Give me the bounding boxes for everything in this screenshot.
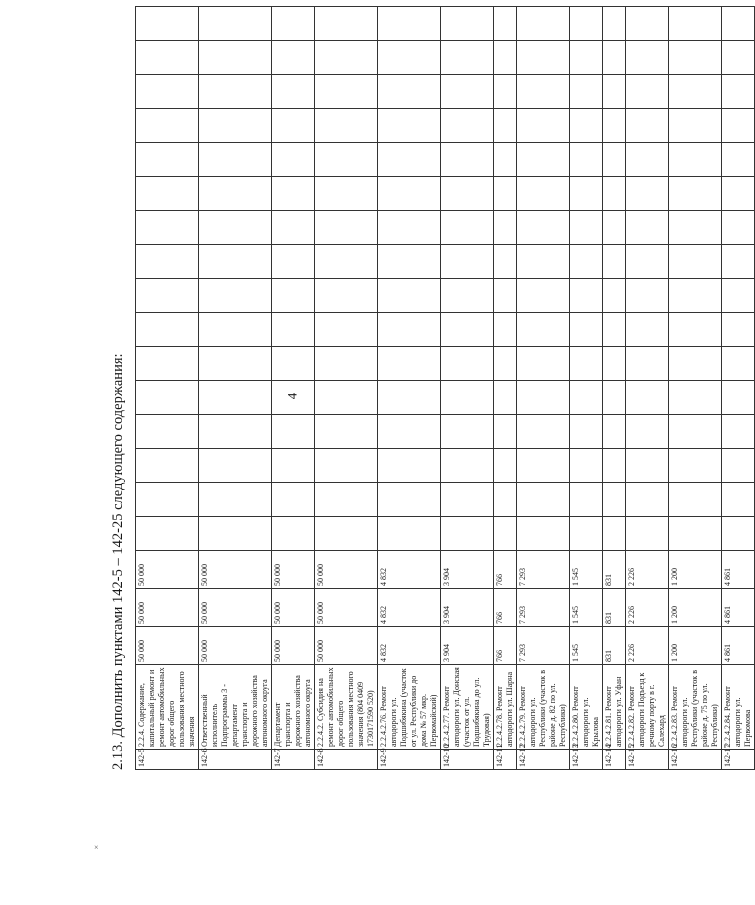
row-value-1: 50 000 (199, 589, 272, 627)
empty-cell (603, 41, 626, 75)
empty-cell (626, 143, 669, 177)
empty-cell (517, 177, 570, 211)
empty-cell (315, 381, 378, 415)
empty-cell (272, 211, 315, 245)
empty-cell (272, 483, 315, 517)
empty-cell (669, 483, 722, 517)
row-total: 1 545 (570, 627, 603, 665)
empty-cell (441, 109, 494, 143)
empty-cell (626, 211, 669, 245)
empty-cell (441, 415, 494, 449)
row-total: 2 226 (626, 627, 669, 665)
empty-cell (441, 313, 494, 347)
data-table (135, 6, 755, 770)
empty-cell (272, 177, 315, 211)
empty-cell (669, 313, 722, 347)
table-row (517, 7, 570, 770)
row-name: 2.2.4.2.76. Ремонт автодороги ул. Подшибякина (участок от ул. Республики до дома № 57 мкр. Первомайский) (378, 665, 441, 750)
empty-cell (441, 449, 494, 483)
empty-cell (494, 279, 517, 313)
empty-cell (272, 517, 315, 551)
empty-cell (669, 109, 722, 143)
empty-cell (378, 75, 441, 109)
row-value-2: 7 293 (517, 551, 570, 589)
row-total: 4 861 (722, 627, 755, 665)
empty-cell (603, 313, 626, 347)
empty-cell (378, 245, 441, 279)
empty-cell (570, 109, 603, 143)
empty-cell (722, 7, 755, 41)
empty-cell (272, 313, 315, 347)
empty-cell (136, 245, 199, 279)
empty-cell (603, 517, 626, 551)
empty-cell (517, 347, 570, 381)
empty-cell (378, 109, 441, 143)
empty-cell (722, 517, 755, 551)
empty-cell (494, 177, 517, 211)
empty-cell (669, 75, 722, 109)
empty-cell (441, 7, 494, 41)
row-number: 142-10 (441, 750, 494, 770)
empty-cell (136, 381, 199, 415)
empty-cell (136, 41, 199, 75)
empty-cell (136, 143, 199, 177)
row-number: 142-7 (272, 750, 315, 770)
empty-cell (669, 347, 722, 381)
empty-cell (494, 211, 517, 245)
table-row (136, 7, 199, 770)
empty-cell (517, 245, 570, 279)
empty-cell (272, 381, 315, 415)
empty-cell (315, 347, 378, 381)
empty-cell (272, 415, 315, 449)
table-row (722, 7, 755, 770)
empty-cell (626, 313, 669, 347)
empty-cell (603, 109, 626, 143)
row-total: 50 000 (199, 627, 272, 665)
empty-cell (517, 279, 570, 313)
empty-cell (272, 41, 315, 75)
empty-cell (570, 75, 603, 109)
empty-cell (315, 109, 378, 143)
empty-cell (315, 211, 378, 245)
empty-cell (494, 109, 517, 143)
table-row (626, 7, 669, 770)
empty-cell (517, 517, 570, 551)
row-number: 142-15 (626, 750, 669, 770)
empty-cell (378, 143, 441, 177)
empty-cell (315, 75, 378, 109)
empty-cell (494, 313, 517, 347)
empty-cell (378, 313, 441, 347)
row-name: Департамент транспорта и дорожного хозяйства автономного округа (272, 665, 315, 750)
row-value-2: 50 000 (315, 551, 378, 589)
empty-cell (272, 7, 315, 41)
empty-cell (603, 7, 626, 41)
empty-cell (570, 483, 603, 517)
row-value-2: 1 200 (669, 551, 722, 589)
empty-cell (199, 41, 272, 75)
empty-cell (378, 177, 441, 211)
empty-cell (570, 517, 603, 551)
empty-cell (199, 347, 272, 381)
row-name: 2.2.4.2.84. Ремонт автодороги ул. Первомова (722, 665, 755, 750)
empty-cell (441, 279, 494, 313)
empty-cell (441, 347, 494, 381)
empty-cell (570, 279, 603, 313)
empty-cell (603, 381, 626, 415)
empty-cell (626, 279, 669, 313)
row-value-2: 831 (603, 551, 626, 589)
empty-cell (315, 143, 378, 177)
empty-cell (199, 75, 272, 109)
row-value-2: 766 (494, 551, 517, 589)
empty-cell (441, 211, 494, 245)
empty-cell (199, 279, 272, 313)
empty-cell (136, 177, 199, 211)
empty-cell (494, 381, 517, 415)
empty-cell (517, 483, 570, 517)
row-value-2: 2 226 (626, 551, 669, 589)
empty-cell (722, 279, 755, 313)
empty-cell (626, 415, 669, 449)
empty-cell (669, 177, 722, 211)
row-total: 4 832 (378, 627, 441, 665)
row-value-2: 50 000 (272, 551, 315, 589)
empty-cell (722, 41, 755, 75)
empty-cell (441, 381, 494, 415)
empty-cell (570, 313, 603, 347)
empty-cell (722, 211, 755, 245)
empty-cell (494, 245, 517, 279)
table-row (378, 7, 441, 770)
empty-cell (722, 75, 755, 109)
empty-cell (136, 211, 199, 245)
empty-cell (315, 415, 378, 449)
empty-cell (378, 7, 441, 41)
empty-cell (517, 313, 570, 347)
empty-cell (378, 381, 441, 415)
row-total: 50 000 (315, 627, 378, 665)
row-value-2: 50 000 (136, 551, 199, 589)
empty-cell (626, 517, 669, 551)
empty-cell (136, 415, 199, 449)
empty-cell (441, 483, 494, 517)
row-name: 2.2.4.2.78. Ремонт автодороги ул. Шарна (494, 665, 517, 750)
row-total: 50 000 (272, 627, 315, 665)
empty-cell (722, 245, 755, 279)
row-value-2: 3 904 (441, 551, 494, 589)
table-row (669, 7, 722, 770)
empty-cell (199, 211, 272, 245)
section-heading: 2.13. Дополнить пунктами 142-5 – 142-25 следующего содержания: (110, 353, 126, 770)
empty-cell (626, 245, 669, 279)
empty-cell (441, 517, 494, 551)
empty-cell (517, 109, 570, 143)
empty-cell (570, 347, 603, 381)
empty-cell (199, 449, 272, 483)
empty-cell (441, 245, 494, 279)
row-total: 50 000 (136, 627, 199, 665)
empty-cell (669, 381, 722, 415)
empty-cell (199, 177, 272, 211)
row-name: 2.2.4.2.77. Ремонт автодороги ул. Донская (участок от ул. Подшибякина до ул. Трудовая) (441, 665, 494, 750)
empty-cell (441, 75, 494, 109)
empty-cell (315, 41, 378, 75)
empty-cell (272, 109, 315, 143)
empty-cell (626, 41, 669, 75)
empty-cell (378, 279, 441, 313)
row-number: 142-8 (315, 750, 378, 770)
empty-cell (570, 177, 603, 211)
empty-cell (315, 279, 378, 313)
page-number: 4 (284, 392, 300, 400)
row-value-1: 50 000 (315, 589, 378, 627)
empty-cell (722, 313, 755, 347)
empty-cell (722, 177, 755, 211)
table-row (441, 7, 494, 770)
empty-cell (199, 245, 272, 279)
row-number: 142-13 (570, 750, 603, 770)
empty-cell (272, 449, 315, 483)
row-name: Ответственный исполнитель Подпрограммы 3 - департамент транспорта и дорожного хозяйства автономного округа (199, 665, 272, 750)
empty-cell (441, 177, 494, 211)
empty-cell (494, 7, 517, 41)
empty-cell (378, 41, 441, 75)
row-number: 142-17 (722, 750, 755, 770)
empty-cell (669, 517, 722, 551)
empty-cell (272, 245, 315, 279)
row-value-1: 50 000 (136, 589, 199, 627)
empty-cell (199, 517, 272, 551)
row-total: 1 200 (669, 627, 722, 665)
empty-cell (517, 381, 570, 415)
empty-cell (722, 109, 755, 143)
empty-cell (441, 143, 494, 177)
empty-cell (603, 177, 626, 211)
empty-cell (378, 517, 441, 551)
row-number: 142-14 (603, 750, 626, 770)
row-number: 142-6 (199, 750, 272, 770)
empty-cell (570, 7, 603, 41)
empty-cell (603, 279, 626, 313)
empty-cell (722, 381, 755, 415)
empty-cell (517, 143, 570, 177)
empty-cell (494, 449, 517, 483)
table-row (603, 7, 626, 770)
empty-cell (626, 7, 669, 41)
empty-cell (136, 7, 199, 41)
empty-cell (669, 245, 722, 279)
empty-cell (272, 143, 315, 177)
rotated-page-content (103, 16, 752, 770)
empty-cell (669, 143, 722, 177)
empty-cell (136, 347, 199, 381)
empty-cell (570, 381, 603, 415)
empty-cell (603, 245, 626, 279)
table-row (272, 7, 315, 770)
row-value-2: 1 545 (570, 551, 603, 589)
empty-cell (272, 279, 315, 313)
empty-cell (199, 415, 272, 449)
row-value-1: 50 000 (272, 589, 315, 627)
empty-cell (626, 483, 669, 517)
row-total: 831 (603, 627, 626, 665)
empty-cell (570, 449, 603, 483)
empty-cell (603, 483, 626, 517)
empty-cell (626, 381, 669, 415)
empty-cell (315, 245, 378, 279)
row-total: 766 (494, 627, 517, 665)
row-total: 3 904 (441, 627, 494, 665)
row-value-2: 4 861 (722, 551, 755, 589)
empty-cell (603, 143, 626, 177)
empty-cell (272, 347, 315, 381)
table-row (315, 7, 378, 770)
empty-cell (517, 7, 570, 41)
row-total: 7 293 (517, 627, 570, 665)
empty-cell (722, 483, 755, 517)
empty-cell (626, 347, 669, 381)
empty-cell (669, 279, 722, 313)
empty-cell (626, 449, 669, 483)
empty-cell (199, 143, 272, 177)
empty-cell (517, 415, 570, 449)
empty-cell (136, 517, 199, 551)
empty-cell (669, 449, 722, 483)
row-name: 2.2.4.2.80. Ремонт автодороги ул. Крылова (570, 665, 603, 750)
empty-cell (626, 177, 669, 211)
row-number: 142-5 (136, 750, 199, 770)
empty-cell (136, 313, 199, 347)
empty-cell (378, 347, 441, 381)
table-row (494, 7, 517, 770)
empty-cell (136, 75, 199, 109)
row-value-2: 50 000 (199, 551, 272, 589)
empty-cell (199, 483, 272, 517)
empty-cell (603, 347, 626, 381)
corner-mark: × (94, 843, 99, 852)
row-value-1: 1 545 (570, 589, 603, 627)
empty-cell (517, 449, 570, 483)
empty-cell (315, 7, 378, 41)
empty-cell (378, 415, 441, 449)
empty-cell (494, 483, 517, 517)
empty-cell (272, 75, 315, 109)
row-value-1: 4 832 (378, 589, 441, 627)
empty-cell (315, 483, 378, 517)
empty-cell (603, 211, 626, 245)
empty-cell (570, 41, 603, 75)
empty-cell (494, 143, 517, 177)
empty-cell (603, 449, 626, 483)
empty-cell (315, 177, 378, 211)
empty-cell (315, 449, 378, 483)
row-number: 142-16 (669, 750, 722, 770)
empty-cell (494, 347, 517, 381)
empty-cell (669, 211, 722, 245)
empty-cell (517, 75, 570, 109)
empty-cell (517, 41, 570, 75)
empty-cell (669, 415, 722, 449)
row-number: 142-9 (378, 750, 441, 770)
row-number: 142-11 (494, 750, 517, 770)
empty-cell (494, 75, 517, 109)
row-value-1: 3 904 (441, 589, 494, 627)
row-name: 2.2.4. Содержание, капитальный ремонт и ремонт автомобильных дорог общего пользования местного значения (136, 665, 199, 750)
row-value-1: 2 226 (626, 589, 669, 627)
row-name: 2.2.4.2.83. Ремонт автодороги ул. Республики (участок в районе д. 75 по ул. Республики) (669, 665, 722, 750)
empty-cell (315, 313, 378, 347)
empty-cell (722, 347, 755, 381)
empty-cell (722, 143, 755, 177)
table-row (570, 7, 603, 770)
empty-cell (378, 449, 441, 483)
empty-cell (136, 449, 199, 483)
empty-cell (494, 415, 517, 449)
row-value-1: 831 (603, 589, 626, 627)
empty-cell (378, 211, 441, 245)
row-value-1: 4 861 (722, 589, 755, 627)
empty-cell (626, 109, 669, 143)
empty-cell (199, 381, 272, 415)
empty-cell (199, 109, 272, 143)
row-value-1: 766 (494, 589, 517, 627)
empty-cell (494, 517, 517, 551)
row-value-1: 1 200 (669, 589, 722, 627)
empty-cell (570, 211, 603, 245)
empty-cell (199, 7, 272, 41)
table-row (199, 7, 272, 770)
row-name: 2.2.4.2. Субсидия на ремонт автомобильных дорог общего пользования местного значения (804 0409 1730171590 520) (315, 665, 378, 750)
row-value-1: 7 293 (517, 589, 570, 627)
empty-cell (669, 7, 722, 41)
empty-cell (378, 483, 441, 517)
row-number: 142-12 (517, 750, 570, 770)
empty-cell (603, 415, 626, 449)
empty-cell (570, 415, 603, 449)
row-value-2: 4 832 (378, 551, 441, 589)
empty-cell (199, 313, 272, 347)
empty-cell (722, 415, 755, 449)
empty-cell (315, 517, 378, 551)
empty-cell (136, 109, 199, 143)
row-name: 2.2.4.2.82. Ремонт автодороги Подъезд к речному порту в г. Салехард (626, 665, 669, 750)
empty-cell (136, 483, 199, 517)
empty-cell (494, 41, 517, 75)
empty-cell (626, 75, 669, 109)
empty-cell (441, 41, 494, 75)
empty-cell (722, 449, 755, 483)
empty-cell (517, 211, 570, 245)
empty-cell (669, 41, 722, 75)
empty-cell (136, 279, 199, 313)
empty-cell (603, 75, 626, 109)
row-name: 2.2.4.2.81. Ремонт автодороги ул. Уфан (603, 665, 626, 750)
row-name: 2.2.4.2.79. Ремонт автодороги ул. Республики (участок в районе д. 82 по ул. Республики) (517, 665, 570, 750)
empty-cell (570, 245, 603, 279)
empty-cell (570, 143, 603, 177)
